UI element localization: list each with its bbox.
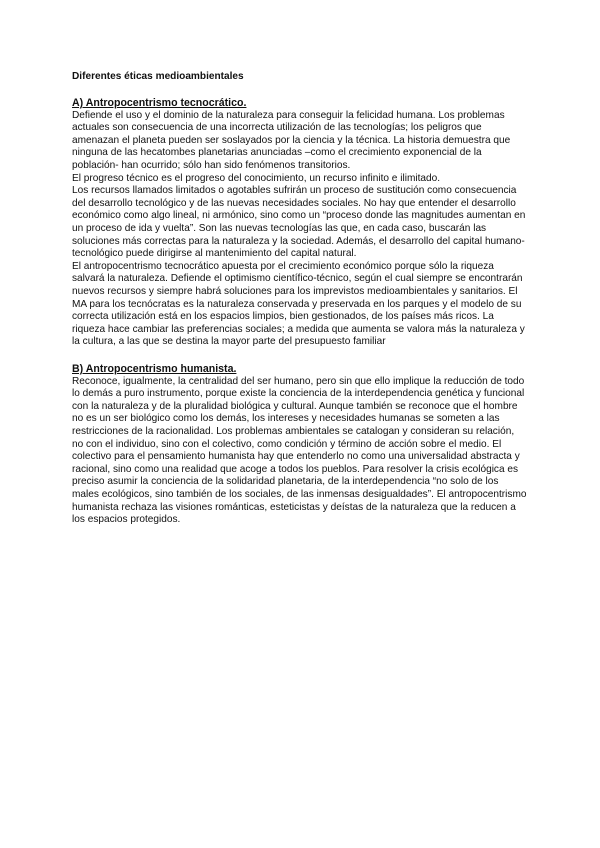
document-title: Diferentes éticas medioambientales	[72, 71, 244, 82]
section-a-paragraph-4: El antropocentrismo tecnocrático apuesta por el crecimiento económico porque sólo la riqueza salvará la naturaleza. Defiende el optimismo científico-técnico, según el cual siempre se encontrarán nuevos recursos y siempre habrá soluciones para los imprevistos medioambientales y sanitarios. El MA para los tecnócratas es la naturaleza conservada y preservada en los parques y el modelo de su correcta utilización está en los espacios limpios, bien gestionados, de los países más ricos. La riqueza hace cambiar las preferencias sociales; a medida que aumenta se valora más la naturaleza y la cultura, a las que se destina la mayor parte del presupuesto familiar	[72, 260, 525, 348]
section-b-paragraph-1: Reconoce, igualmente, la centralidad del ser humano, pero sin que ello implique la reducción de todo lo demás a puro instrumento, porque existe la conciencia de la interdependencia genética y funcional con la naturaleza y de la pluralidad biológica y cultural. Aunque también se reconoce que el hombre no es un ser biológico como los demás, los intereses y necesidades humanas se someten a las restricciones de la racionalidad. Los problemas ambientales se catalogan y consideran su relación, no con el individuo, sino con el colectivo, como condición y término de acción sobre el medio. El colectivo para el pensamiento humanista hay que entenderlo no como una universalidad abstracta y racional, sino como una realidad que acoge a todos los pueblos. Para resolver la crisis ecológica es preciso asumir la conciencia de la solidaridad planetaria, de la interdependencia “no solo de los males ecológicos, sino también de los sociales, de las inmensas desigualdades”. El antropocentrismo humanista rechaza las visiones románticas, esteticistas y deístas de la naturaleza que la reducen a los espacios protegidos.	[72, 375, 527, 526]
section-a-paragraph-2: El progreso técnico es el progreso del conocimiento, un recurso infinito e ilimitado.	[72, 172, 441, 184]
spacer	[72, 349, 528, 363]
spacer	[72, 84, 528, 98]
section-a-paragraph-1: Defiende el uso y el dominio de la naturaleza para conseguir la felicidad humana. Los problemas actuales son consecuencia de una incorrecta utilización de las tecnologías; los peligros que amenazan el planeta pueden ser soslayados por la ciencia y la técnica. La historia demuestra que ninguna de las hecatombes planetarias anunciadas –como el crecimiento exponencial de la población- han ocurrido; sólo han sido fenómenos transitorios.	[72, 109, 511, 172]
section-b-heading: B) Antropocentrismo humanista.	[72, 362, 237, 375]
section-a-paragraph-3: Los recursos llamados limitados o agotables sufrirán un proceso de sustitución como consecuencia del desarrollo tecnológico y de las nuevas necesidades sociales. No hay que entender el desarrollo económico como algo lineal, ni armónico, sino como un “proceso donde las magnitudes aumentan en un proceso de ida y vuelta”. Son las nuevas tecnologías las que, en cada caso, buscarán las soluciones más correctas para la naturaleza y la sociedad. Además, el desarrollo del capital humano-tecnológico puede dirigirse al mantenimiento del capital natural.	[72, 185, 526, 260]
document-body	[72, 71, 528, 527]
section-a-heading: A) Antropocentrismo tecnocrático.	[72, 97, 247, 110]
